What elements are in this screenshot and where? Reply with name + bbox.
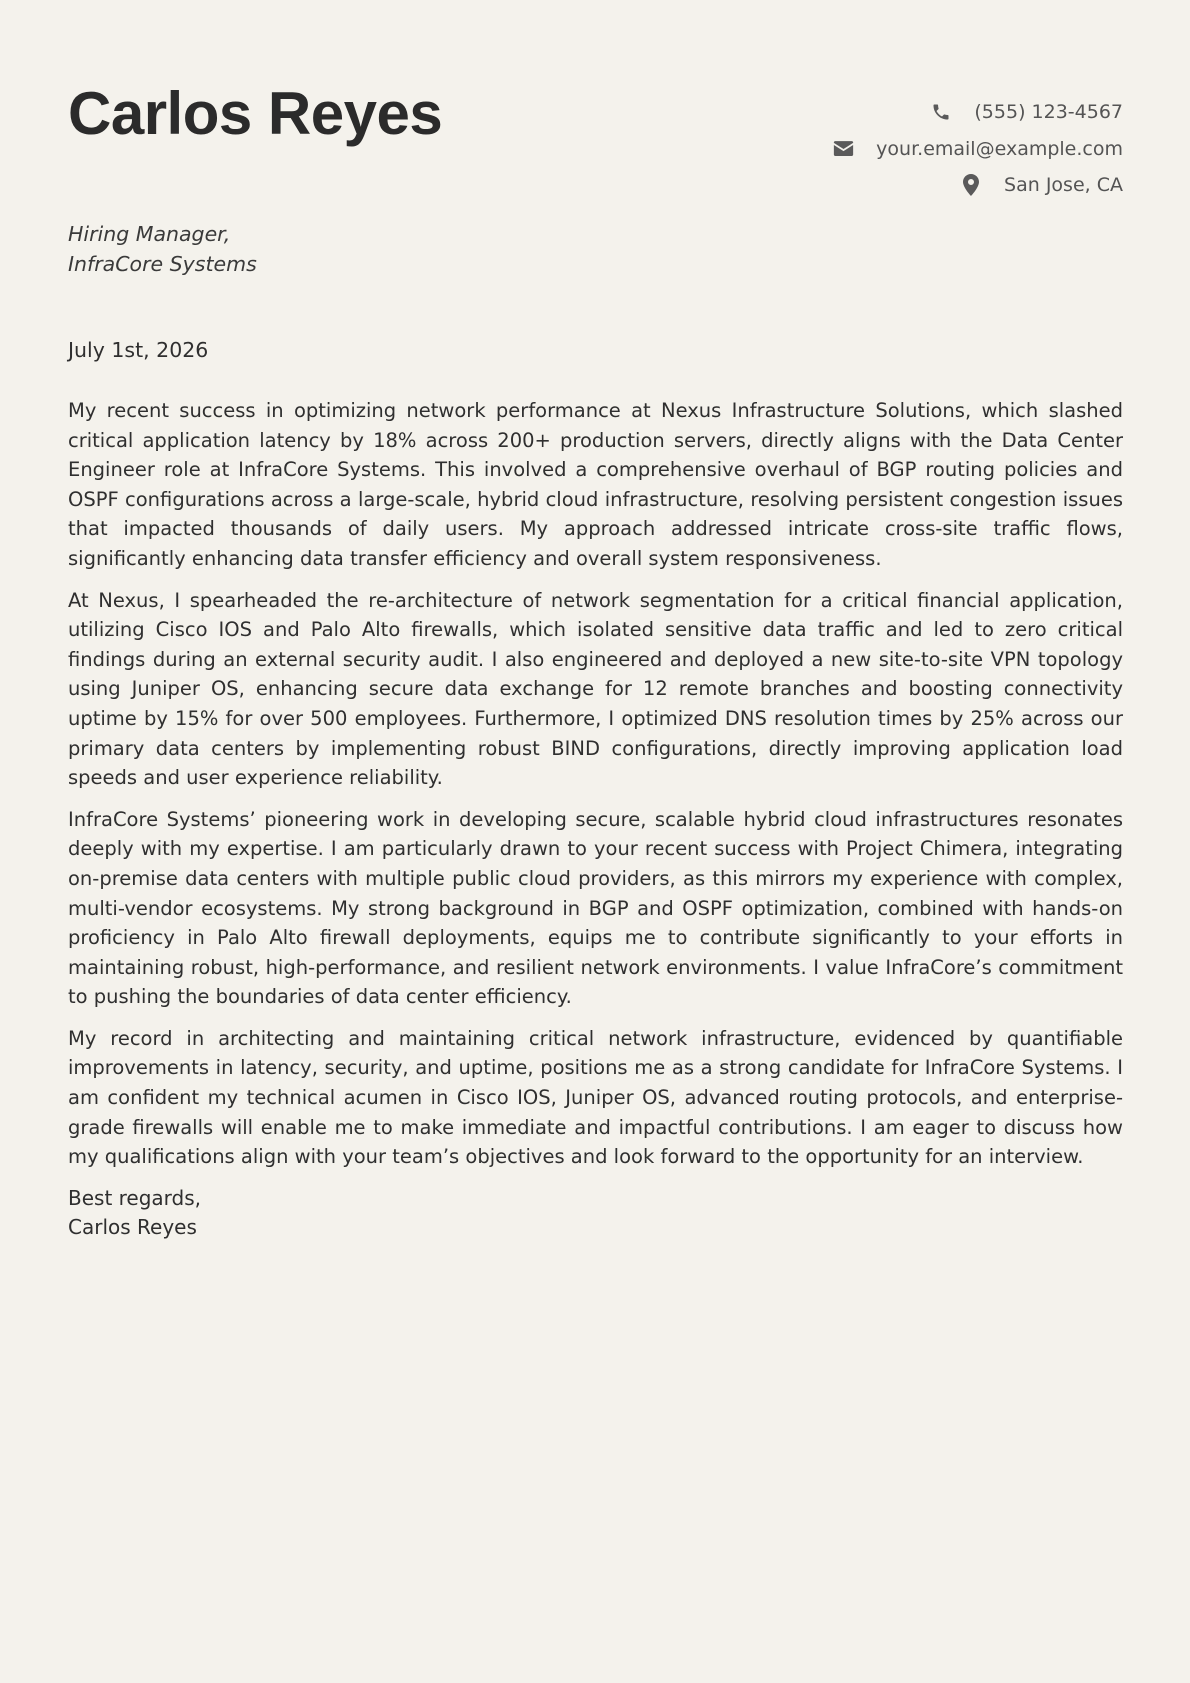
closing-signature: Carlos Reyes <box>68 1215 197 1240</box>
body-paragraph-2: At Nexus, I spearheaded the re-architecture of network segmentation for a critical financial application, utilizing Cisco IOS and Palo Alto firewalls, which isolated sensitive data traffic and led to zero critical findings during an external security audit. I also engineered and deployed a new site-to-site VPN topology using Juniper OS, enhancing secure data exchange for 12 remote branches and boosting connectivity uptime by 15% for over 500 employees. Furthermore, I optimized DNS resolution times by 25% across our primary data centers by implementing robust BIND configurations, directly improving application load speeds and user experience reliability. <box>68 588 1123 790</box>
body-paragraph-1: My recent success in optimizing network performance at Nexus Infrastructure Solutions, which slashed critical application latency by 18% across 200+ production servers, directly aligns with the Data Center Engineer role at InfraCore Systems. This involved a comprehensive overhaul of BGP routing policies and OSPF configurations across a large-scale, hybrid cloud infrastructure, resolving persistent congestion issues that impacted thousands of daily users. My approach addressed intricate cross-site traffic flows, significantly enhancing data transfer efficiency and overall system responsiveness. <box>68 399 1123 570</box>
applicant-name: Carlos Reyes <box>68 80 443 147</box>
recipient-title: Hiring Manager, <box>68 222 231 246</box>
contact-location <box>832 167 1123 204</box>
body-paragraph-3: InfraCore Systems’ pioneering work in developing secure, scalable hybrid cloud infrastructures resonates deeply with my expertise. I am particularly drawn to your recent success with Project Chimera, integrating on-premise data centers with multiple public cloud providers, as this mirrors my experience with complex, multi-vendor ecosystems. My strong background in BGP and OSPF optimization, combined with hands-on proficiency in Palo Alto firewall deployments, equips me to contribute significantly to your efforts in maintaining robust, high-performance, and resilient network environments. I value InfraCore’s commitment to pushing the boundaries of data center efficiency. <box>68 807 1123 1009</box>
closing-salutation: Best regards, <box>68 1185 202 1210</box>
letter-date: July 1st, 2026 <box>68 338 209 362</box>
recipient-block <box>68 219 257 279</box>
cover-letter-page <box>68 0 1123 1683</box>
location-text: San Jose, CA <box>1004 174 1123 197</box>
contact-phone <box>832 94 1123 131</box>
phone-icon <box>930 101 952 123</box>
email-address: your.email@example.com <box>876 137 1123 160</box>
letter-closing <box>68 1184 1123 1243</box>
contact-email <box>832 131 1123 168</box>
map-pin-icon <box>960 174 982 196</box>
letter-header <box>68 0 1123 200</box>
recipient-company: InfraCore Systems <box>68 252 257 276</box>
envelope-icon <box>832 138 854 160</box>
contact-info <box>832 94 1123 204</box>
phone-number: (555) 123-4567 <box>974 101 1123 124</box>
body-paragraph-4: My record in architecting and maintaining critical network infrastructure, evidenced by quantifiable improvements in latency, security, and uptime, positions me as a strong candidate for InfraCore Systems. I am confident my technical acumen in Cisco IOS, Juniper OS, advanced routing protocols, and enterprise-grade firewalls will enable me to make immediate and impactful contributions. I am eager to discuss how my qualifications align with your team’s objectives and look forward to the opportunity for an interview. <box>68 1026 1123 1169</box>
letter-body <box>68 396 1123 1243</box>
